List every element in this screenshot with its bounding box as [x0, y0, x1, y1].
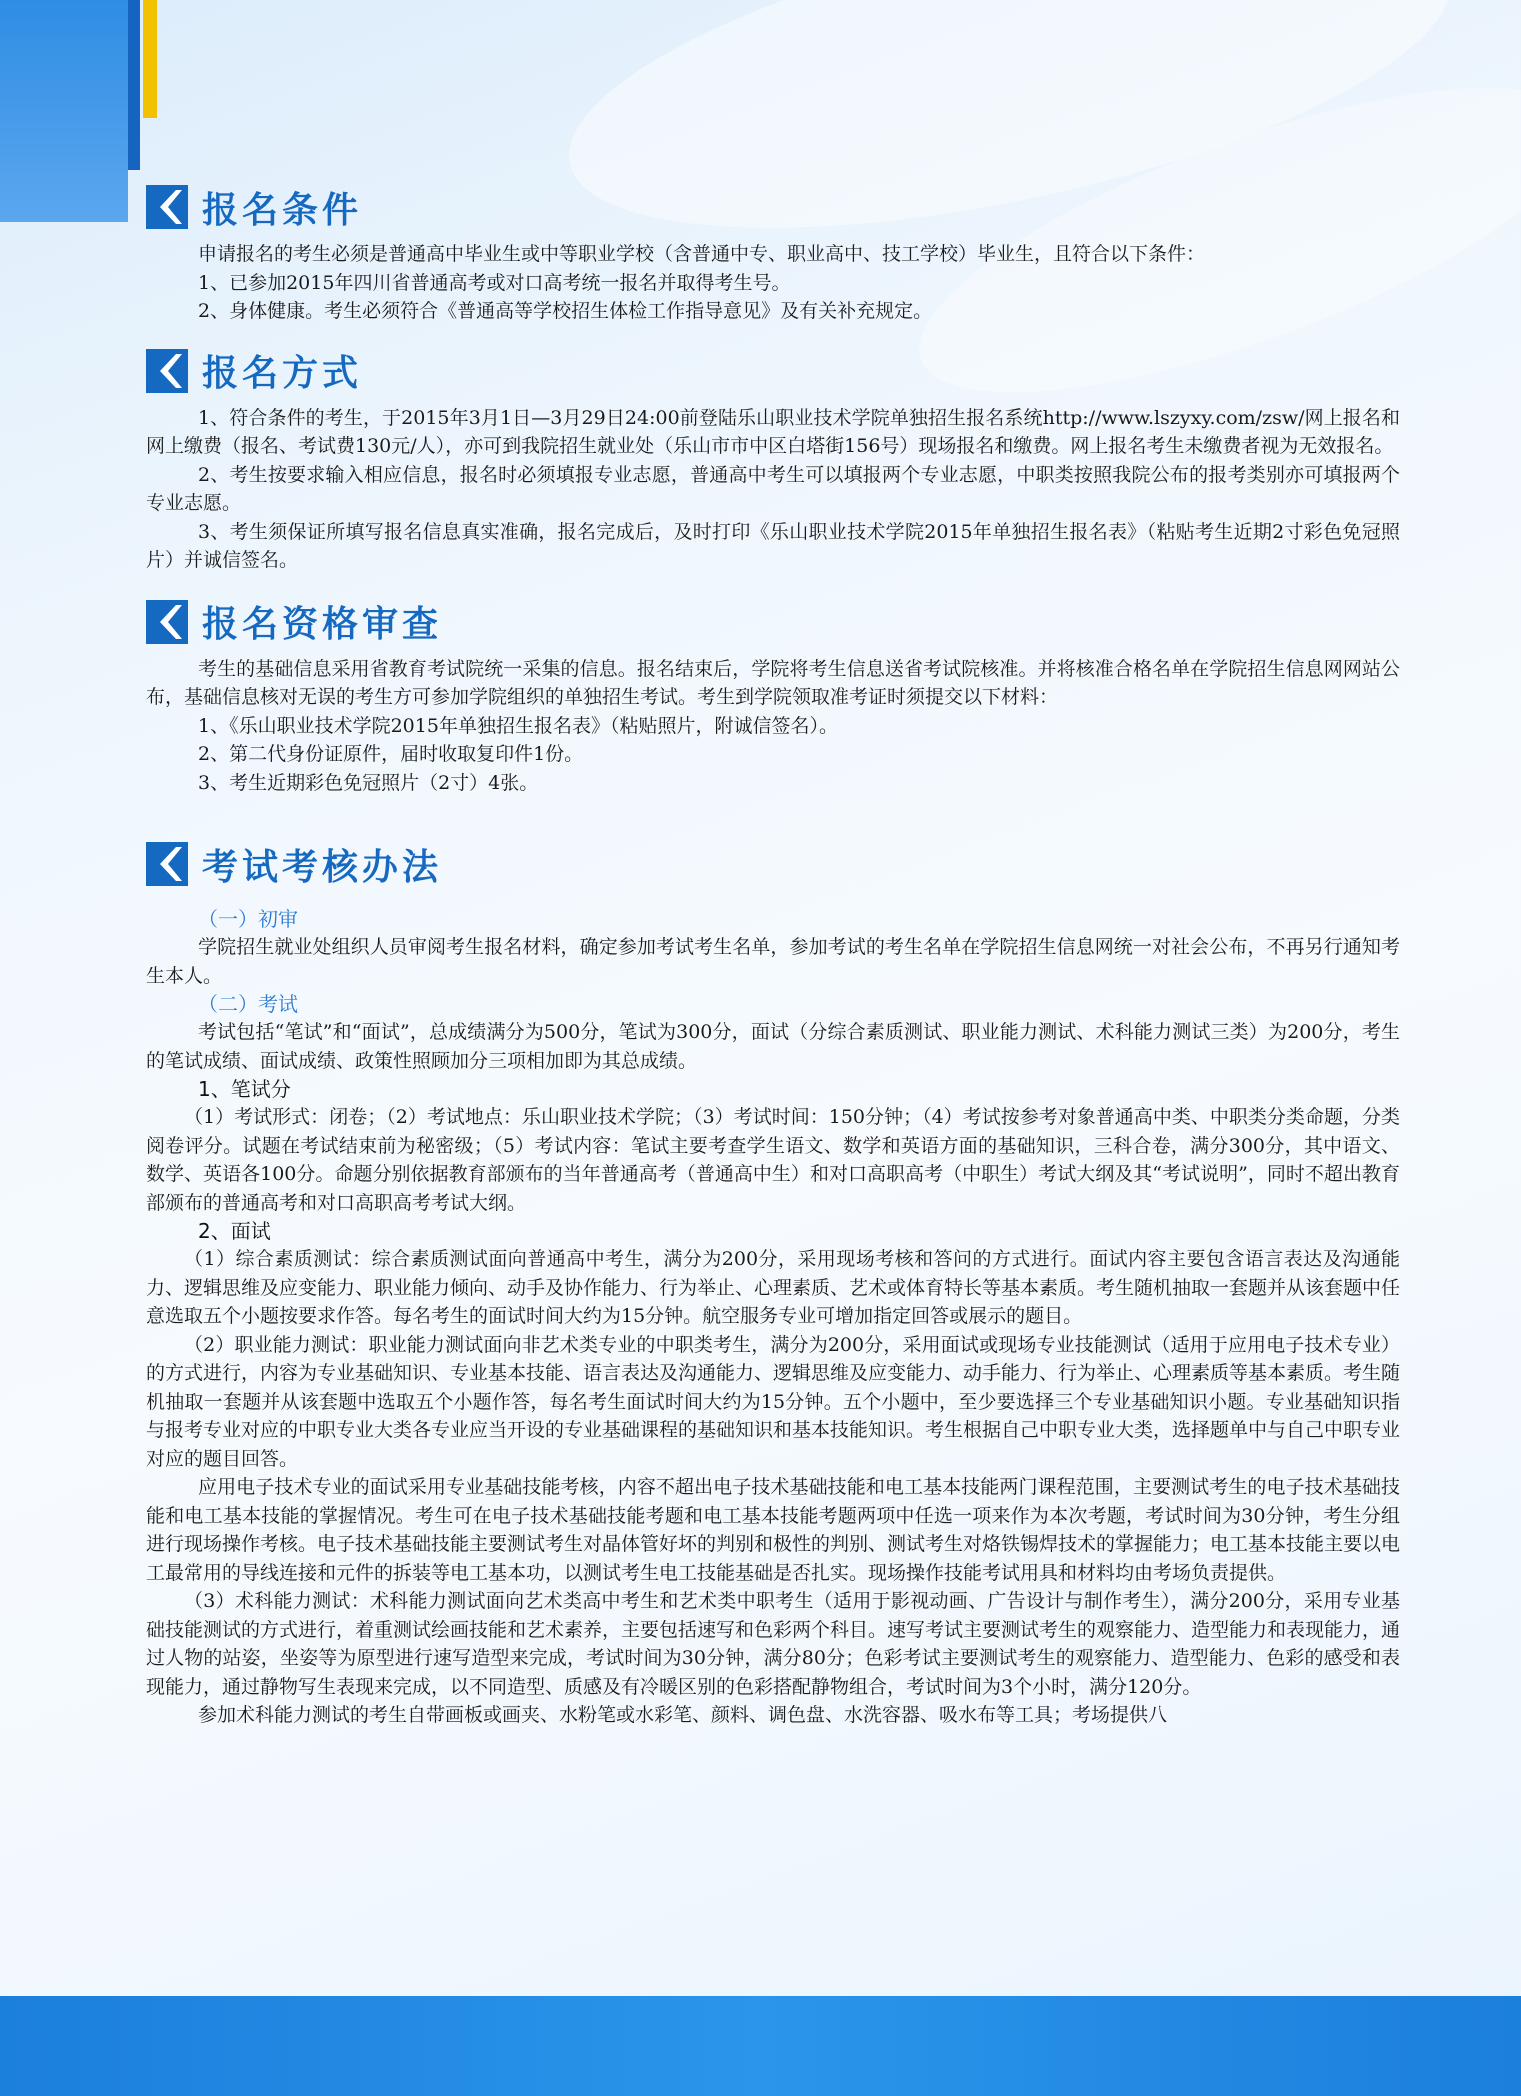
section-header [146, 837, 1400, 891]
section-chevron-icon [146, 349, 188, 393]
document-body [146, 180, 1400, 1730]
paragraph: （2）职业能力测试：职业能力测试面向非艺术类专业的中职类考生，满分为200分，采用面试或现场专业技能测试（适用于应用电子技术专业）的方式进行，内容为专业基础知识、专业基本技能、语言表达及沟通能力、逻辑思维及应变能力、动手能力、行为举止、心理素质等基本素质。考生随机抽取一套题并从该套题中选取五个小题作答，每名考生面试时间大约为15分钟。五个小题中，至少要选择三个专业基础知识小题。专业基础知识指与报考专业对应的中职专业大类各专业应当开设的专业基础课程的基础知识和基本技能知识。考生根据自己中职专业大类，选择题单中与自己中职专业对应的题目回答。 [146, 1333, 1401, 1470]
paragraph: 申请报名的考生必须是普通高中毕业生或中等职业学校（含普通中专、职业高中、技工学校）毕业生，且符合以下条件： [198, 243, 1206, 265]
paragraph: 1、符合条件的考生，于2015年3月1日—3月29日24:00前登陆乐山职业技术学院单独招生报名系统http://www.lszyxy.com/zsw/网上报名和网上缴费（报名、考试费130元/人），亦可到我院招生就业处（乐山市市中区白塔街156号）现场报名和缴费。网上报名考生未缴费者视为无效报名。 [146, 406, 1400, 457]
section-exam-method [146, 837, 1400, 1730]
yellow-stripe-decoration [143, 0, 157, 118]
section-qualification-review [146, 595, 1400, 798]
paragraph: 应用电子技术专业的面试采用专业基础技能考核，内容不超出电子技术基础技能和电工基本技能两门课程范围，主要测试考生的电子技术基础技能和电工基本技能的掌握情况。考生可在电子技术基础技能考题和电工基本技能考题两项中任选一项来作为本次考题，考试时间为30分钟，考生分组进行现场操作考核。电子技术基础技能主要测试考生对晶体管好坏的判别和极性的判别、测试考生对烙铁锡焊技术的掌握能力；电工基本技能主要以电工最常用的导线连接和元件的拆装等电工基本功，以测试考生电工技能基础是否扎实。现场操作技能考试用具和材料均由考场负责提供。 [146, 1476, 1401, 1584]
paragraph: （3）术科能力测试：术科能力测试面向艺术类高中考生和艺术类中职考生（适用于影视动画、广告设计与制作考生），满分200分，采用专业基础技能测试的方式进行，着重测试绘画技能和艺术素养，主要包括速写和色彩两个科目。速写考试主要测试考生的观察能力、造型能力和表现能力，通过人物的站姿，坐姿等为原型进行速写造型来完成，考试时间为30分钟，满分80分；色彩考试主要测试考生的观察能力、造型能力、色彩的感受和表现能力，通过静物写生表现来完成，以不同造型、质感及有冷暖区别的色彩搭配静物组合，考试时间为3个小时，满分120分。 [146, 1590, 1401, 1698]
blue-stripe-decoration [128, 0, 140, 170]
paragraph: 考试包括“笔试”和“面试”，总成绩满分为500分，笔试为300分，面试（分综合素质测试、职业能力测试、术科能力测试三类）为200分，考生的笔试成绩、面试成绩、政策性照顾加分三项相加即为其总成绩。 [146, 1021, 1400, 1072]
section-title: 报名方式 [202, 353, 363, 394]
section-registration-conditions [146, 180, 1400, 326]
paragraph: （1）考试形式：闭卷；（2）考试地点：乐山职业技术学院；（3）考试时间：150分钟；（4）考试按参考对象普通高中类、中职类分类命题，分类阅卷评分。试题在考试结束前为秘密级；（5）考试内容：笔试主要考查学生语文、数学和英语方面的基础知识，三科合卷，满分300分，其中语文、数学、英语各100分。命题分别依据教育部颁布的当年普通高考（普通高中生）和对口高职高考（中职生）考试大纲及其“考试说明”，同时不超出教育部颁布的普通高考和对口高职高考考试大纲。 [146, 1106, 1400, 1214]
section-chevron-icon [146, 600, 188, 644]
section-header [146, 595, 1400, 649]
paragraph: 考生的基础信息采用省教育考试院统一采集的信息。报名结束后，学院将考生信息送省考试院核准。并将核准合格名单在学院招生信息网网站公布，基础信息核对无误的考生方可参加学院组织的单独招生考试。考生到学院领取准考证时须提交以下材料： [146, 657, 1400, 708]
item-heading: 2、面试 [198, 1219, 271, 1243]
section-title: 报名条件 [202, 189, 363, 231]
section-registration-method [146, 344, 1400, 575]
list-item: 3、考生近期彩色免冠照片（2寸）4张。 [198, 771, 539, 794]
list-item: 2、身体健康。考生必须符合《普通高等学校招生体检工作指导意见》及有关补充规定。 [198, 300, 933, 322]
list-item: 2、第二代身份证原件，届时收取复印件1份。 [198, 743, 584, 765]
section-header [146, 344, 1400, 398]
footer-band [0, 1996, 1521, 2096]
list-item: 1、已参加2015年四川省普通高考或对口高考统一报名并取得考生号。 [198, 271, 791, 294]
section-title: 报名资格审查 [202, 604, 443, 645]
paragraph: 2、考生按要求输入相应信息，报名时必须填报专业志愿，普通高中考生可以填报两个专业志愿，中职类按照我院公布的报考类别亦可填报两个专业志愿。 [146, 463, 1400, 514]
subsection-title: （一）初审 [198, 907, 298, 931]
section-title: 考试考核办法 [202, 846, 443, 888]
paragraph: 学院招生就业处组织人员审阅考生报名材料，确定参加考试考生名单，参加考试的考生名单在学院招生信息网统一对社会公布，不再另行通知考生本人。 [146, 936, 1400, 987]
list-item: 1、《乐山职业技术学院2015年单独招生报名表》（粘贴照片，附诚信签名）。 [198, 714, 838, 737]
section-header [146, 180, 1400, 234]
paragraph: （1）综合素质测试：综合素质测试面向普通高中考生，满分为200分，采用现场考核和答问的方式进行。面试内容主要包含语言表达及沟通能力、逻辑思维及应变能力、职业能力倾向、动手及协作能力、行为举止、心理素质、艺术或体育特长等基本素质。考生随机抽取一套题并从该套题中任意选取五个小题按要求作答。每名考生的面试时间大约为15分钟。航空服务专业可增加指定回答或展示的题目。 [146, 1248, 1401, 1327]
corner-decoration [0, 0, 128, 222]
subsection-title: （二）考试 [198, 992, 298, 1016]
section-chevron-icon [146, 185, 188, 229]
paragraph: 3、考生须保证所填写报名信息真实准确，报名完成后，及时打印《乐山职业技术学院2015年单独招生报名表》（粘贴考生近期2寸彩色免冠照片）并诚信签名。 [146, 520, 1400, 571]
paragraph: 参加术科能力测试的考生自带画板或画夹、水粉笔或水彩笔、颜料、调色盘、水洗容器、吸水布等工具；考场提供八 [198, 1704, 1168, 1726]
section-chevron-icon [146, 842, 188, 886]
item-heading: 1、笔试分 [198, 1077, 291, 1101]
